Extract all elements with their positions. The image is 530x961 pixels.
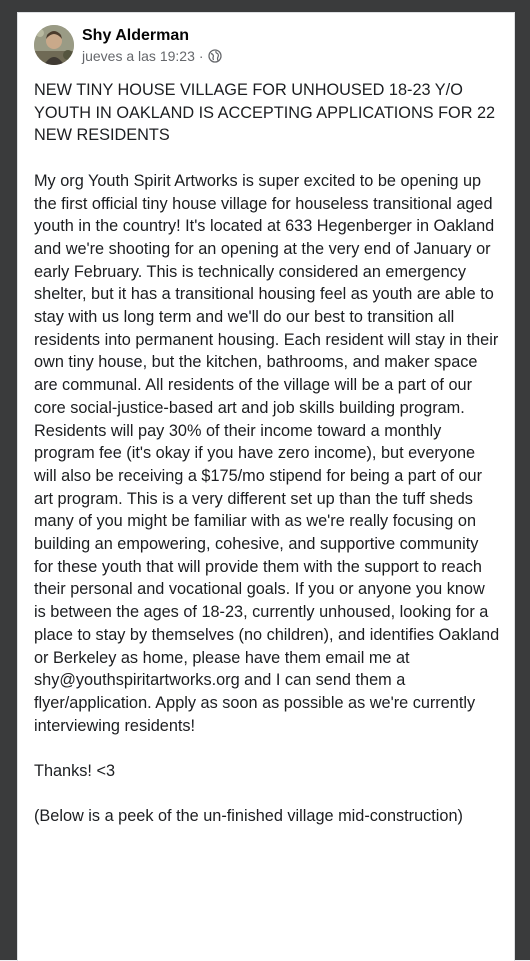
- author-avatar[interactable]: [34, 25, 74, 65]
- post-headline: NEW TINY HOUSE VILLAGE FOR UNHOUSED 18-23 Y/O YOUTH IN OAKLAND IS ACCEPTING APPLICATIONS FOR 22 NEW RESIDENTS: [34, 81, 496, 145]
- avatar-image: [34, 25, 74, 65]
- post-timestamp[interactable]: jueves a las 19:23: [82, 48, 195, 64]
- post-meta: [82, 47, 222, 65]
- post-body: [34, 79, 500, 851]
- post-header: [34, 25, 494, 65]
- facebook-post: [17, 12, 515, 961]
- author-name[interactable]: Shy Alderman: [82, 27, 189, 44]
- post-paragraph-thanks: Thanks! <3: [34, 762, 116, 781]
- post-paragraph-main: My org Youth Spirit Artworks is super excited to be opening up the first official tiny house village for houseless transitional aged youth in the country! It's located at 633 Hegenberger in Oakland and we're shooting for an opening at the very end of January or early February. This is technically considered an emergency shelter, but it has a transitional housing feel as youth are able to stay with us long term and we'll do our best to transition all residents into permanent housing. Each resident will stay in their own tiny house, but the kitchen, bathrooms, and maker space are communal. All residents of the village will be a part of our core social-justice-based art and job skills building program. Residents will pay 30% of their income toward a monthly program fee (it's okay if you have zero income), but everyone will also be receiving a $175/mo stipend for being a part of our art program. This is a very different set up than the tuff sheds many of you might be familiar with as we're really focusing on building an empowering, cohesive, and supportive community for these youth that will provide them with the support to reach their personal and vocational goals. If you or anyone you know is between the ages of 18-23, currently unhoused, looking for a place to stay by themselves (no children), and identifies Oakland or Berkeley as home, please have them email me at shy@youthspiritartworks.org and I can send them a flyer/application. Apply as soon as possible as we're currently interviewing residents!: [34, 171, 500, 735]
- meta-separator: ·: [198, 48, 204, 64]
- post-paragraph-note: (Below is a peek of the un-finished village mid-construction): [34, 807, 463, 826]
- globe-icon[interactable]: [208, 49, 222, 63]
